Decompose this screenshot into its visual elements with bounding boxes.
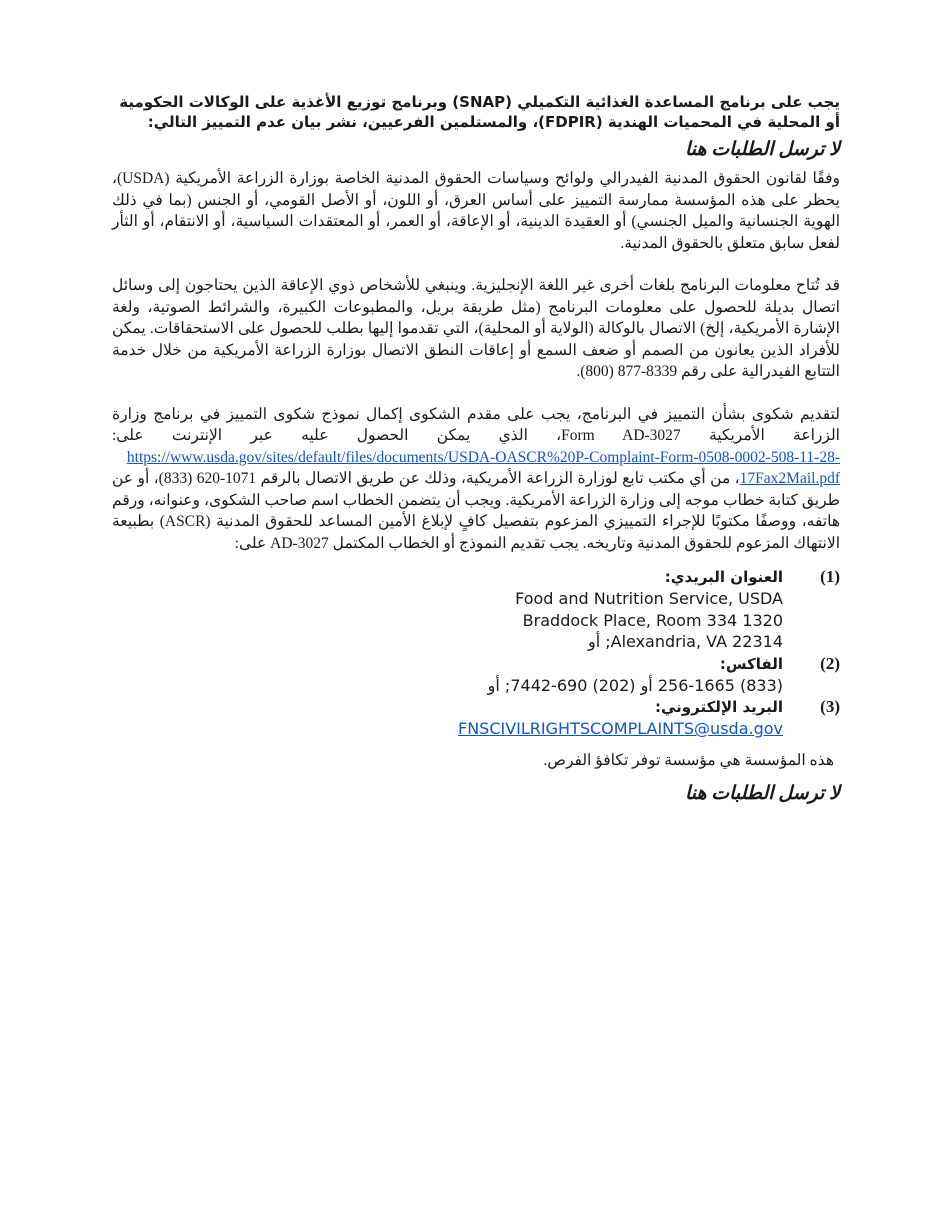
intro-heading: يجب على برنامج المساعدة الغذائية التكميلي (SNAP) وبرنامج توزيع الأغذية على الوكالات الحكومية أو المحلية في المحميات الهندية (FDPIR)، والمستلمين الفرعيين، نشر بيان عدم التمييز التالي: bbox=[119, 93, 840, 131]
language-access-paragraph: قد تُتاح معلومات البرنامج بلغات أخرى غير اللغة الإنجليزية. وينبغي للأشخاص ذوي الإعاقة الذين يحتاجون إلى وسائل اتصال بديلة للحصول على معلومات البرنامج (مثل طريقة بريل، والمطبوعات الكبيرة، والشرائط الصوتية، ولغة الإشارة الأمريكية، إلخ) الاتصال بالوكالة (الولاية أو المحلية)، التي تقدموا إليها بطلب للحصول على الاستحقاقات. يمكن للأفراد الذين يعانون من الصمم أو ضعف السمع أو إعاقات النطق الاتصال بوزارة الزراعة الأمريكية من خلال خدمة التتابع الفيدرالية على رقم 8339-877 (800). bbox=[112, 277, 840, 380]
warning-bottom: لا ترسل الطلبات هنا bbox=[684, 782, 840, 804]
equal-opportunity-statement: هذه المؤسسة هي مؤسسة توفر تكافؤ الفرص. bbox=[543, 751, 834, 769]
method-fax bbox=[112, 653, 840, 697]
method-email bbox=[112, 696, 840, 740]
method-number: (1) bbox=[820, 567, 840, 586]
method-number: (3) bbox=[820, 697, 840, 716]
notice-page bbox=[112, 92, 840, 812]
mail-title: العنوان البريدي: bbox=[664, 568, 783, 586]
fax-title: الفاكس: bbox=[719, 654, 783, 673]
fax-numbers: (833) 256-1665 أو (202) 690-7442; أو bbox=[487, 675, 783, 695]
submission-methods bbox=[112, 566, 840, 740]
method-number: (2) bbox=[820, 653, 840, 673]
complaint-details-text: ، من أي مكتب تابع لوزارة الزراعة الأمريكية، وذلك عن طريق الاتصال بالرقم 1071-620 (833)، أو عن طريق كتابة خطاب موجه إلى وزارة الزراعة الأمريكية. ويجب أن يتضمن الخطاب اسم صاحب الشكوى، وعنوانه، ورقم هاتفه، ووصفًا مكتوبًا للإجراء التمييزي المزعوم بتفصيل كافٍ لإبلاغ الأمين المساعد للحقوق المدنية (ASCR) بطبيعة الانتهاك المزعوم للحقوق المدنية وتاريخه. يجب تقديم النموذج أو الخطاب المكتمل AD-3027 على: bbox=[112, 470, 841, 552]
nondiscrimination-paragraph: وفقًا لقانون الحقوق المدنية الفيدرالي ولوائح وسياسات الحقوق المدنية الخاصة بوزارة الزراعة الأمريكية (USDA)، يحظر على هذه المؤسسة ممارسة التمييز على أساس العرق، أو اللون، أو الأصل القومي، أو الجنس (بما في ذلك الهوية الجنسانية والميل الجنسي) أو العقيدة الدينية، أو الإعاقة، أو العمر، أو المعتقدات السياسية، أو الانتقام، أو الثأر لفعل سابق متعلق بالحقوق المدنية. bbox=[112, 170, 840, 252]
mail-line-2: 1320 Braddock Place, Room 334 bbox=[522, 610, 783, 630]
method-mail bbox=[112, 566, 840, 653]
warning-top: لا ترسل الطلبات هنا bbox=[684, 139, 840, 160]
complaint-email-link[interactable]: FNSCIVILRIGHTSCOMPLAINTS@usda.gov bbox=[458, 719, 783, 738]
mail-line-1: Food and Nutrition Service, USDA bbox=[515, 589, 783, 608]
mail-line-3: Alexandria, VA 22314; أو bbox=[587, 632, 783, 651]
complaint-paragraph bbox=[112, 404, 840, 555]
complaint-intro-text: لتقديم شكوى بشأن التمييز في البرنامج، يجب على مقدم الشكوى إكمال نموذج شكوى التمييز في برنامج وزارة الزراعة الأمريكية Form AD-3027، الذي يمكن الحصول عليه عبر الإنترنت على: bbox=[112, 405, 840, 444]
complaint-form-link[interactable]: https://www.usda.gov/sites/default/files/documents/USDA-OASCR%20P-Complaint-Form-0508-0002-508-11-28-17Fax2Mail.pdf bbox=[126, 448, 840, 487]
spacer bbox=[112, 383, 840, 404]
spacer bbox=[112, 254, 840, 275]
email-title: البريد الإلكتروني: bbox=[655, 698, 783, 716]
